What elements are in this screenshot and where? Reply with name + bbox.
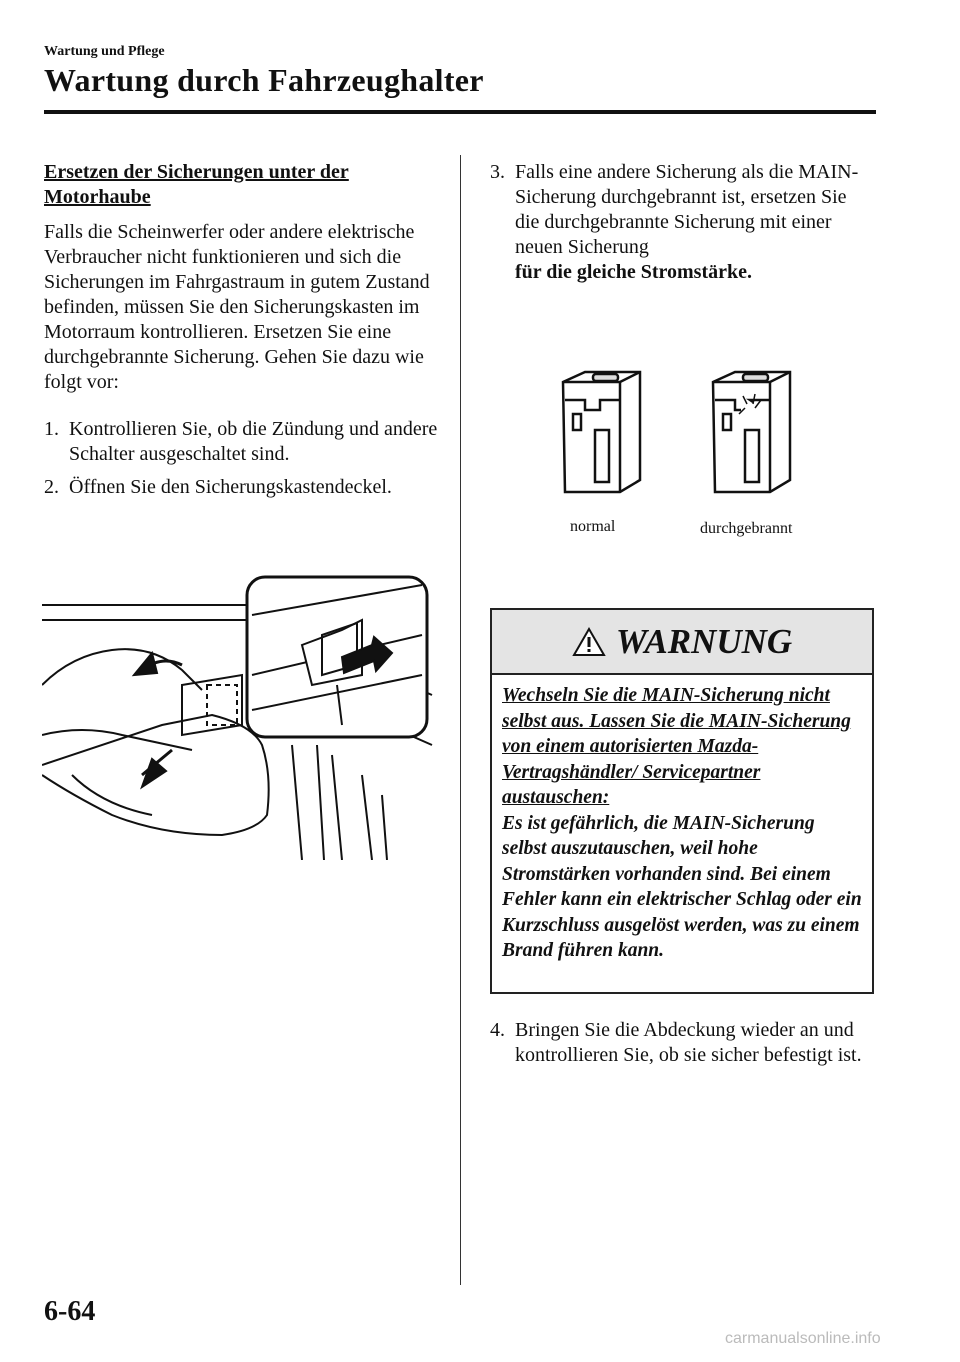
warning-heading: WARNUNG xyxy=(615,621,793,661)
left-column xyxy=(44,160,444,500)
step-1 xyxy=(44,417,444,467)
step-text: Kontrollieren Sie, ob die Zündung und andere Schalter ausgeschaltet sind. xyxy=(69,418,438,465)
warning-box xyxy=(490,608,874,994)
right-column xyxy=(490,160,870,285)
intro-paragraph: Falls die Scheinwerfer oder andere elektrische Verbraucher nicht funktionieren und sich die Sicherungen im Fahrgastraum in gutem Zustand befinden, müssen Sie den Sicherungskasten im Motorraum kontrollieren. Ersetzen Sie eine durchgebrannte Sicherung. Gehen Sie dazu wie folgt vor: xyxy=(44,221,430,393)
step-4 xyxy=(490,1018,870,1068)
section-label: Wartung und Pflege xyxy=(44,44,165,59)
footer-watermark: carmanualsonline.info xyxy=(725,1330,881,1347)
column-divider xyxy=(460,155,461,1285)
fuse-normal-icon xyxy=(545,370,665,495)
warning-triangle-icon xyxy=(572,627,606,657)
page-number: 6-64 xyxy=(44,1296,96,1327)
warning-body xyxy=(492,675,872,964)
step-2 xyxy=(44,475,444,500)
step-text: Öffnen Sie den Sicherungskastendeckel. xyxy=(69,476,392,498)
step-number: 3. xyxy=(490,161,505,183)
step-text: Falls eine andere Sicherung als die MAIN-Sicherung durchgebrannt ist, ersetzen Sie die durchgebrannte Sicherung mit einer neuen Sicherung xyxy=(515,161,859,258)
warning-header xyxy=(492,610,872,675)
step-number: 2. xyxy=(44,476,59,498)
step-text-bold: für die gleiche Stromstärke. xyxy=(515,261,753,283)
step-number: 1. xyxy=(44,418,59,440)
warning-text: Es ist gefährlich, die MAIN-Sicherung selbst auszutauschen, weil hohe Stromstärken vorhanden sind. Bei einem Fehler kann ein elektrischer Schlag oder ein Kurzschluss ausgelöst werden, was zu einem Brand führen kann. xyxy=(502,812,862,961)
step-3 xyxy=(490,160,870,285)
page-title: Wartung durch Fahrzeughalter xyxy=(44,62,484,98)
fuse-blown-icon xyxy=(695,370,815,495)
fuse-label-blown: durchgebrannt xyxy=(700,520,793,537)
step-number: 4. xyxy=(490,1019,505,1041)
step-text: Bringen Sie die Abdeckung wieder an und kontrollieren Sie, ob sie sicher befestigt ist. xyxy=(515,1019,862,1066)
title-rule xyxy=(44,110,876,114)
fuse-box-illustration xyxy=(42,575,434,860)
warning-underlined: Wechseln Sie die MAIN-Sicherung nicht selbst aus. Lassen Sie die MAIN-Sicherung von einem autorisierten Mazda-Vertragshändler/ Servicepartner austauschen: xyxy=(502,685,851,808)
subheading: Ersetzen der Sicherungen unter der Motorhaube xyxy=(44,161,349,208)
fuse-label-normal: normal xyxy=(570,518,616,535)
